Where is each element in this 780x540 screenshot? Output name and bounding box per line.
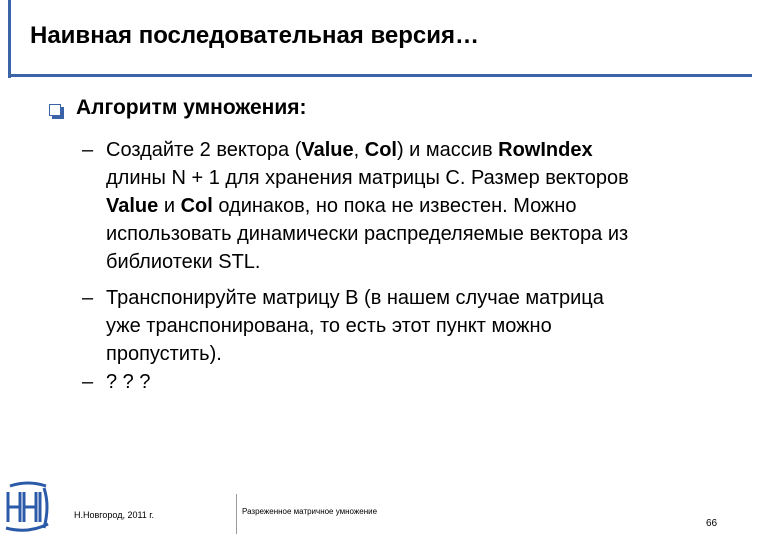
text-segment: , [353, 139, 365, 161]
text-line [106, 164, 746, 192]
unn-logo-icon [4, 478, 52, 534]
page-number: 66 [706, 518, 718, 529]
text-line [106, 340, 746, 368]
text-segment: библиотеки STL. [106, 251, 261, 273]
sub-bullet-text [82, 136, 746, 276]
sub-bullet-text [82, 284, 746, 368]
slide-title: Наивная последовательная версия… [30, 22, 480, 49]
text-line [106, 312, 746, 340]
identifier-text: Value [301, 139, 354, 161]
text-segment: уже транспонирована, то есть этот пункт можно [106, 315, 552, 337]
dash-marker: – [82, 139, 94, 161]
text-segment: длины N + 1 для хранения матрицы C. Размер векторов [106, 167, 629, 189]
text-line [106, 136, 746, 164]
footer-divider [236, 494, 237, 534]
sub-bullet-text [82, 368, 746, 396]
text-segment: ? ? ? [106, 371, 151, 393]
text-line [106, 192, 746, 220]
sub-bullet-item [82, 368, 746, 396]
text-line [106, 284, 746, 312]
title-frame-horizontal [8, 74, 752, 77]
sub-bullet-item [82, 284, 746, 368]
dash-marker: – [82, 371, 94, 393]
identifier-text: Col [180, 195, 213, 217]
identifier-text: RowIndex [498, 139, 593, 161]
identifier-text: Value [106, 195, 159, 217]
sub-bullet-item [82, 136, 746, 276]
main-bullet-heading: Алгоритм умножения: [76, 96, 307, 119]
text-segment: Транспонируйте матрицу B (в нашем случае матрица [106, 287, 604, 309]
square-bullet-icon [49, 104, 61, 116]
title-frame-vertical [8, 0, 11, 78]
text-line [106, 368, 746, 396]
identifier-text: Col [364, 139, 397, 161]
text-segment: пропустить). [106, 343, 222, 365]
text-segment: Создайте 2 вектора ( [106, 139, 302, 161]
text-line [106, 248, 746, 276]
footer-topic: Разреженное матричное умножение [242, 507, 378, 516]
dash-marker: – [82, 287, 94, 309]
text-line [106, 220, 746, 248]
text-segment: одинаков, но пока не известен. Можно [212, 195, 577, 217]
text-segment: ) и массив [396, 139, 499, 161]
text-segment: использовать динамически распределяемые вектора из [106, 223, 629, 245]
footer-place-date: Н.Новгород, 2011 г. [74, 510, 154, 520]
text-segment: и [158, 195, 181, 217]
